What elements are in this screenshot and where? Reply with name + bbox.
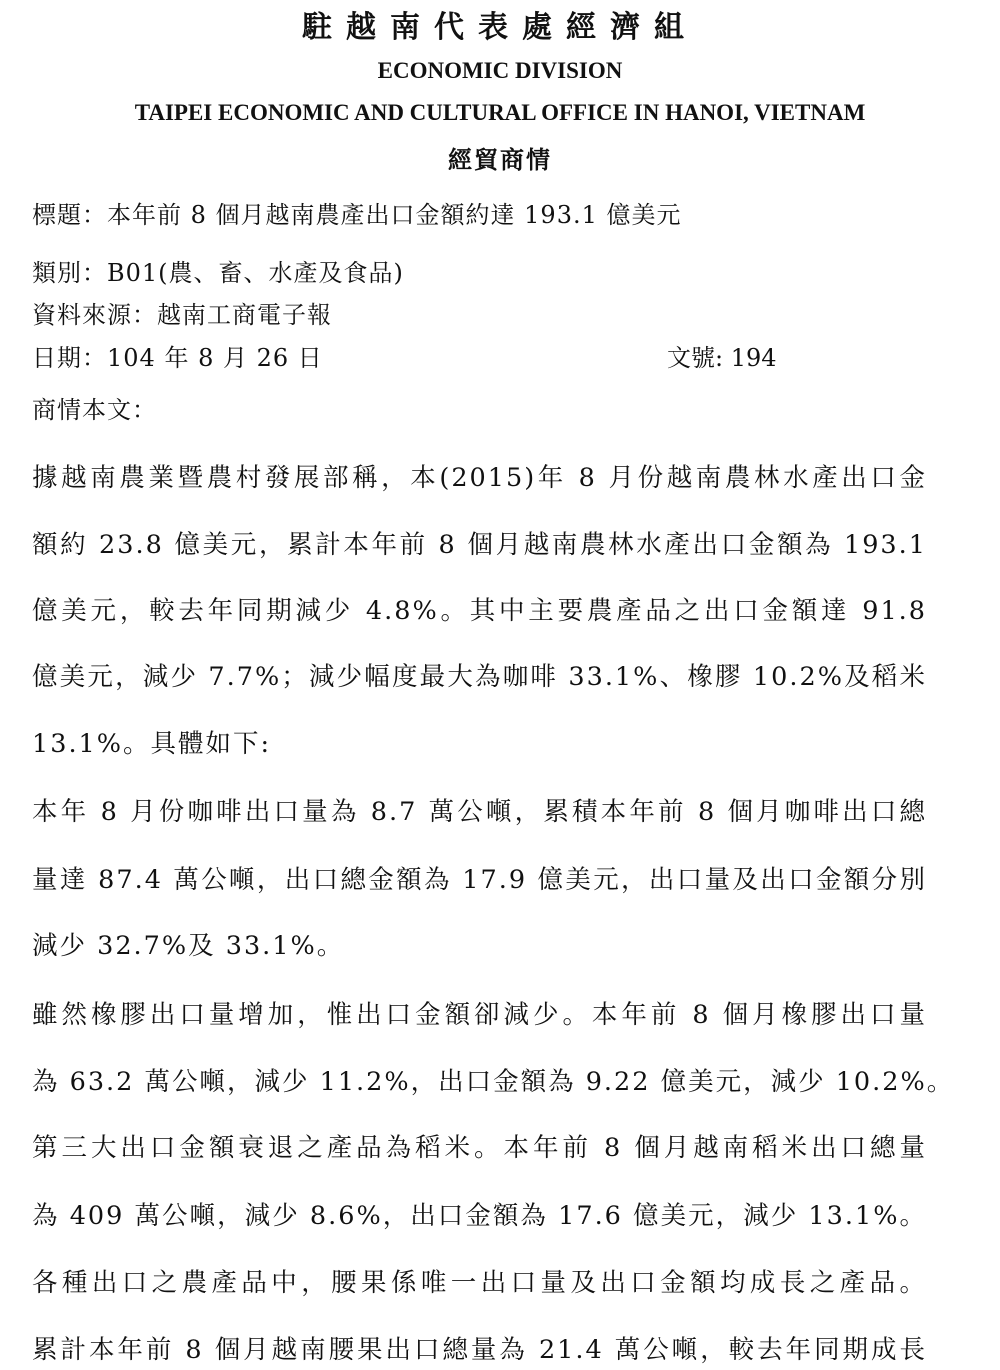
body-line: 億美元，較去年同期減少 4.8%。其中主要農產品之出口金額達 91.8 <box>32 596 927 626</box>
source-label: 資料來源： <box>32 301 157 329</box>
category-value: B01(農、畜、水產及食品) <box>107 259 404 287</box>
source-row <box>32 295 332 330</box>
title-row <box>32 195 682 230</box>
body-line: 減少 32.7%及 33.1%。 <box>32 931 345 961</box>
body-line: 為 63.2 萬公噸，減少 11.2%，出口金額為 9.22 億美元，減少 10.2%。 <box>32 1067 955 1097</box>
body-line: 13.1%。具體如下: <box>32 729 272 759</box>
title-label: 標題： <box>32 201 107 229</box>
category-row <box>32 253 404 288</box>
body-line: 累計本年前 8 個月越南腰果出口總量為 21.4 萬公噸，較去年同期成長 <box>32 1335 927 1365</box>
body-label: 商情本文： <box>32 396 157 424</box>
body-line: 各種出口之農產品中，腰果係唯一出口量及出口金額均成長之產品。 <box>32 1268 927 1298</box>
body-line: 雖然橡膠出口量增加，惟出口金額卻減少。本年前 8 個月橡膠出口量 <box>32 1000 927 1030</box>
date-label: 日期： <box>32 344 107 372</box>
document-number: 文號: 194 <box>667 344 777 372</box>
body-line: 額約 23.8 億美元，累計本年前 8 個月越南農林水產出口金額為 193.1 <box>32 530 927 560</box>
body-line: 第三大出口金額衰退之產品為稻米。本年前 8 個月越南稻米出口總量 <box>32 1133 927 1163</box>
category-label: 類別： <box>32 259 107 287</box>
source-value: 越南工商電子報 <box>157 301 332 329</box>
title-value: 本年前 8 個月越南農產出口金額約達 193.1 億美元 <box>107 201 682 229</box>
org-title-chinese: 駐越南代表處經濟組 <box>302 10 698 45</box>
org-subtitle-english: TAIPEI ECONOMIC AND CULTURAL OFFICE IN HANOI, VIETNAM <box>134 100 866 125</box>
date-value: 104 年 8 月 26 日 <box>107 344 323 372</box>
date-row <box>32 338 323 373</box>
document-type: 經貿商情 <box>448 146 552 174</box>
body-line: 據越南農業暨農村發展部稱，本(2015)年 8 月份越南農林水產出口金 <box>32 463 927 493</box>
body-line: 億美元，減少 7.7%；減少幅度最大為咖啡 33.1%、橡膠 10.2%及稻米 <box>32 662 927 692</box>
org-title-english: ECONOMIC DIVISION <box>377 58 623 83</box>
body-line: 本年 8 月份咖啡出口量為 8.7 萬公噸，累積本年前 8 個月咖啡出口總 <box>32 797 927 827</box>
body-line: 為 409 萬公噸，減少 8.6%，出口金額為 17.6 億美元，減少 13.1%。 <box>32 1201 927 1231</box>
body-line: 量達 87.4 萬公噸，出口總金額為 17.9 億美元，出口量及出口金額分別 <box>32 865 927 895</box>
